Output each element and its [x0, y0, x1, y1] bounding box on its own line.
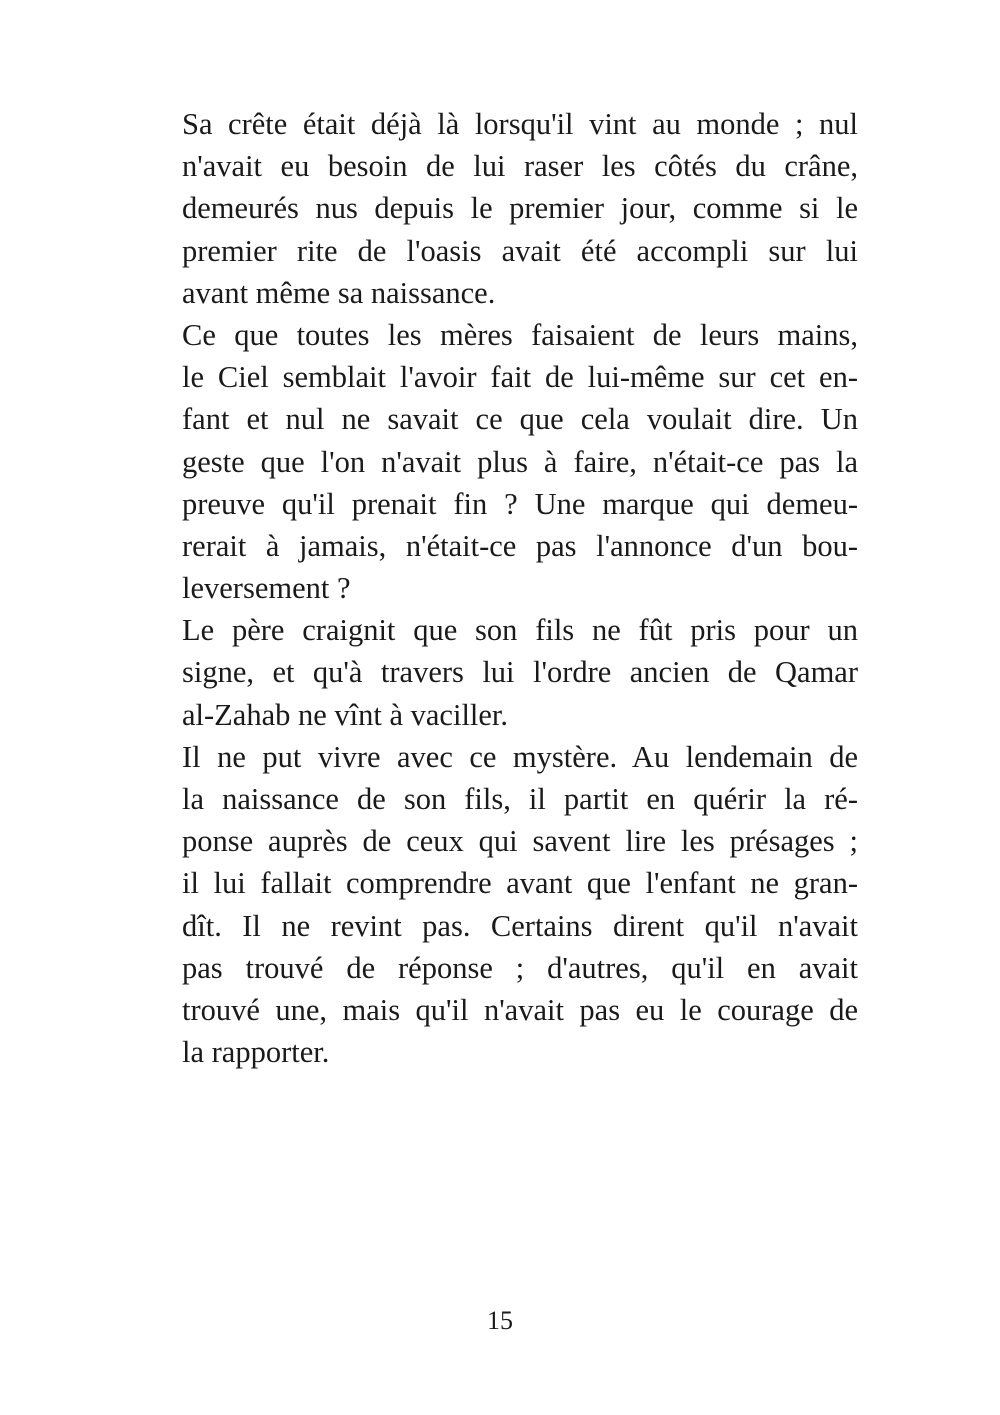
text-line: premier rite de l'oasis avait été accompli sur lui: [182, 233, 858, 268]
text-line: demeurés nus depuis le premier jour, comme si le: [182, 191, 858, 226]
text-line: Le père craignit que son fils ne fût pris pour un: [182, 613, 858, 648]
text-line: pas trouvé de réponse ; d'autres, qu'il en avait: [182, 950, 858, 985]
text-line: fant et nul ne savait ce que cela voulait dire. Un: [182, 402, 858, 437]
paragraph-4: [182, 736, 858, 1074]
text-line: Il ne put vivre avec ce mystère. Au lendemain de: [182, 739, 858, 774]
text-line: avant même sa naissance.: [182, 275, 496, 310]
text-line: le Ciel semblait l'avoir fait de lui-même sur cet en-: [182, 360, 858, 395]
text-line: Ce que toutes les mères faisaient de leurs mains,: [182, 317, 858, 352]
text-line: dît. Il ne revint pas. Certains dirent qu'il n'avait: [182, 908, 858, 943]
paragraph-3: [182, 609, 858, 736]
text-line: la naissance de son fils, il partit en quérir la ré-: [182, 782, 858, 816]
text-line: n'avait eu besoin de lui raser les côtés du crâne,: [182, 149, 858, 184]
page-number: 15: [487, 1306, 513, 1335]
text-line: Sa crête était déjà là lorsqu'il vint au monde ; nul: [182, 107, 858, 141]
text-line: ponse auprès de ceux qui savent lire les présages ;: [182, 824, 858, 859]
text-line: al-Zahab ne vînt à vaciller.: [182, 697, 509, 732]
text-line: la rapporter.: [182, 1035, 330, 1070]
body-text: [182, 103, 858, 1073]
text-line: signe, et qu'à travers lui l'ordre ancien de Qamar: [182, 655, 858, 690]
text-line: leversement ?: [182, 571, 351, 606]
text-line: preuve qu'il prenait fin ? Une marque qui demeu-: [182, 486, 858, 521]
text-line: rerait à jamais, n'était-ce pas l'annonce d'un bou-: [182, 528, 858, 563]
text-line: il lui fallait comprendre avant que l'enfant ne gran-: [182, 866, 858, 901]
text-line: geste que l'on n'avait plus à faire, n'était-ce pas la: [182, 444, 858, 479]
text-line: trouvé une, mais qu'il n'avait pas eu le courage de: [182, 992, 858, 1027]
paragraph-1: [182, 103, 858, 314]
paragraph-2: [182, 314, 858, 609]
